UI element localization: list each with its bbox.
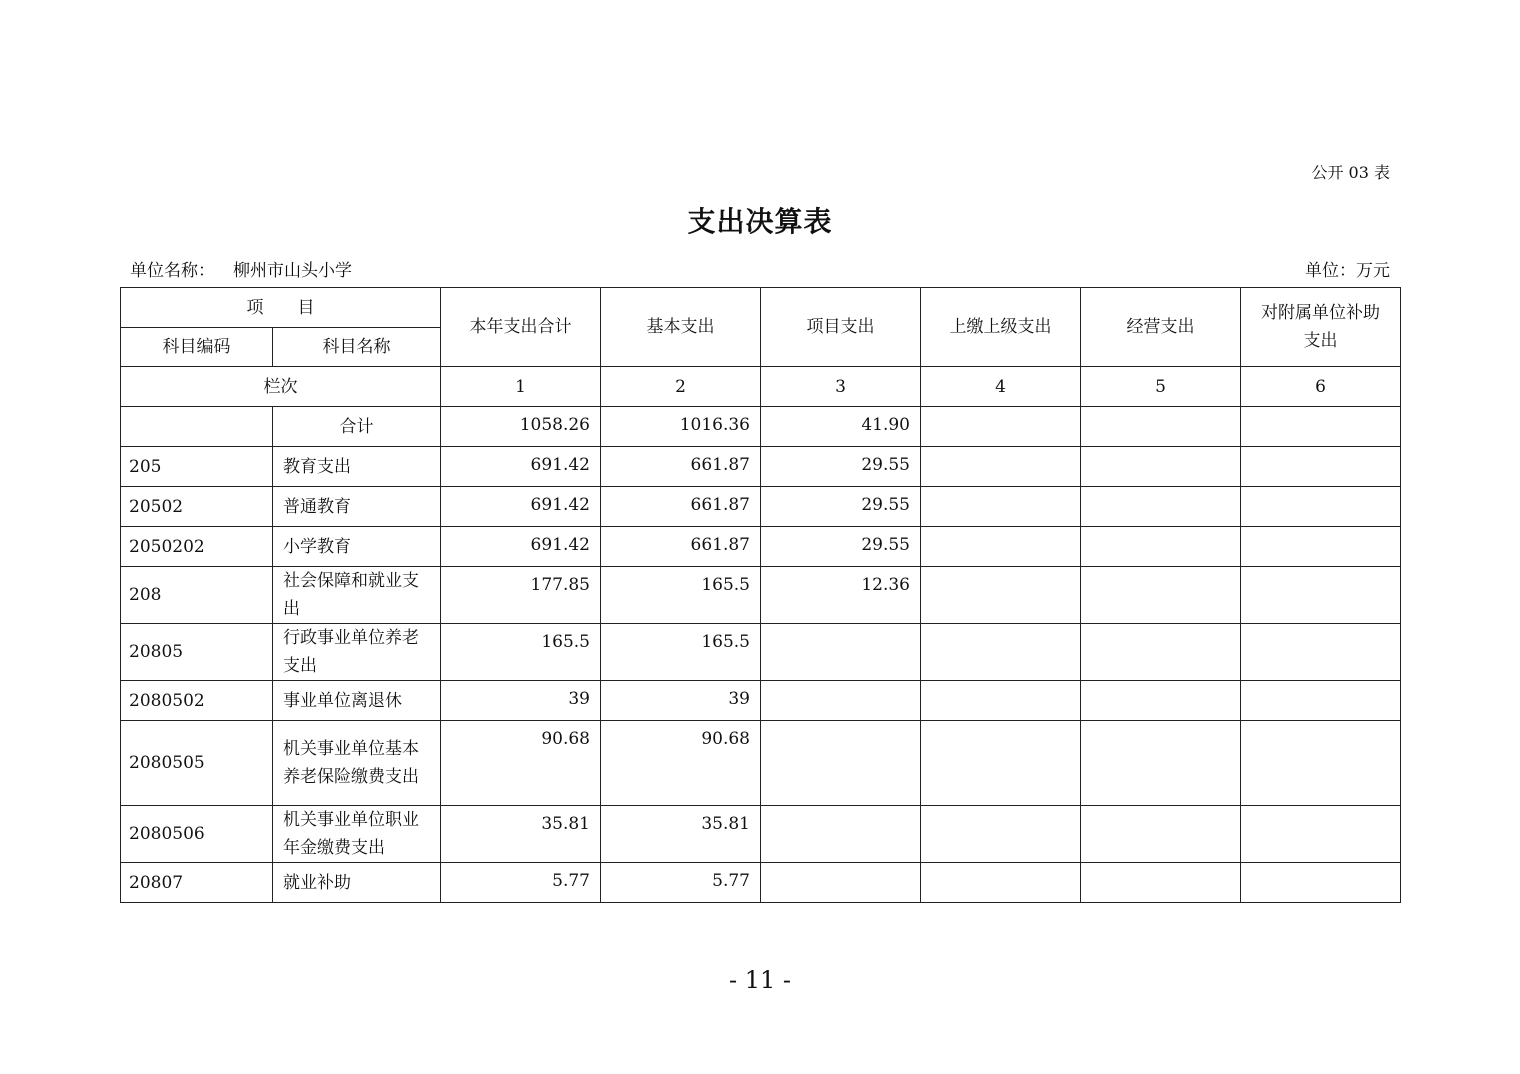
document-title: 支出决算表 (687, 205, 833, 238)
row-name: 普通教育 (273, 487, 441, 527)
table-row (121, 681, 1401, 721)
currency-unit: 单位：万元 (1305, 261, 1390, 281)
column-index-2: 2 (601, 367, 761, 407)
row-value (921, 527, 1081, 567)
row-value: 90.68 (601, 721, 761, 806)
row-name: 机关事业单位职业年金缴费支出 (273, 806, 441, 863)
row-value: 35.81 (601, 806, 761, 863)
row-code: 2050202 (121, 527, 273, 567)
column-header-project: 项目支出 (761, 288, 921, 367)
column-index-6: 6 (1241, 367, 1401, 407)
subject-code-header: 科目编码 (121, 328, 273, 367)
row-code: 2080505 (121, 721, 273, 806)
row-value (761, 721, 921, 806)
row-name: 小学教育 (273, 527, 441, 567)
row-value: 39 (601, 681, 761, 721)
unit-name-line (130, 256, 352, 281)
row-value (1081, 806, 1241, 863)
row-value (761, 863, 921, 903)
row-value: 691.42 (441, 447, 601, 487)
row-value: 661.87 (601, 447, 761, 487)
row-value: 691.42 (441, 527, 601, 567)
row-value (1241, 527, 1401, 567)
row-value: 661.87 (601, 527, 761, 567)
row-value: 39 (441, 681, 601, 721)
column-header-total: 本年支出合计 (441, 288, 601, 367)
row-value (1081, 447, 1241, 487)
row-value (761, 681, 921, 721)
row-value (921, 863, 1081, 903)
row-value: 29.55 (761, 447, 921, 487)
row-name: 社会保障和就业支出 (273, 567, 441, 624)
row-value (1081, 681, 1241, 721)
row-value (1241, 567, 1401, 624)
column-header-operating: 经营支出 (1081, 288, 1241, 367)
row-value (921, 447, 1081, 487)
row-value: 691.42 (441, 487, 601, 527)
row-value: 1016.36 (601, 407, 761, 447)
row-value: 29.55 (761, 487, 921, 527)
row-code: 208 (121, 567, 273, 624)
table-row (121, 447, 1401, 487)
row-name: 行政事业单位养老支出 (273, 624, 441, 681)
row-value (1081, 721, 1241, 806)
table-row (121, 721, 1401, 806)
row-value (921, 567, 1081, 624)
row-code: 20502 (121, 487, 273, 527)
table-code: 公开 03 表 (1311, 163, 1390, 182)
column-header-basic: 基本支出 (601, 288, 761, 367)
row-code (121, 407, 273, 447)
row-value (1241, 624, 1401, 681)
row-value: 29.55 (761, 527, 921, 567)
row-value: 41.90 (761, 407, 921, 447)
row-value (921, 407, 1081, 447)
column-index-3: 3 (761, 367, 921, 407)
row-value (921, 806, 1081, 863)
row-value (1241, 806, 1401, 863)
row-value (1081, 487, 1241, 527)
row-value: 5.77 (441, 863, 601, 903)
column-index-5: 5 (1081, 367, 1241, 407)
row-value (1241, 407, 1401, 447)
expenditure-table (120, 287, 1401, 903)
table-row (121, 863, 1401, 903)
row-name: 就业补助 (273, 863, 441, 903)
row-value: 90.68 (441, 721, 601, 806)
row-value: 165.5 (601, 567, 761, 624)
row-value (1241, 447, 1401, 487)
column-index-4: 4 (921, 367, 1081, 407)
row-code: 20807 (121, 863, 273, 903)
page-number: - 11 - (728, 966, 791, 994)
row-value: 661.87 (601, 487, 761, 527)
row-value (1241, 487, 1401, 527)
row-value (761, 624, 921, 681)
row-value: 5.77 (601, 863, 761, 903)
row-value (1241, 863, 1401, 903)
subject-name-header: 科目名称 (273, 328, 441, 367)
table-row (121, 806, 1401, 863)
column-header-subsidy: 对附属单位补助支出 (1241, 288, 1401, 367)
table-row (121, 624, 1401, 681)
row-value (921, 624, 1081, 681)
column-index-label: 栏次 (121, 367, 441, 407)
row-value (1081, 624, 1241, 681)
row-value: 12.36 (761, 567, 921, 624)
row-value: 165.5 (601, 624, 761, 681)
table-row (121, 487, 1401, 527)
row-value (1241, 721, 1401, 806)
row-value (1241, 681, 1401, 721)
row-value (761, 806, 921, 863)
row-value: 1058.26 (441, 407, 601, 447)
row-value: 35.81 (441, 806, 601, 863)
row-value (1081, 407, 1241, 447)
row-value (1081, 863, 1241, 903)
column-header-remit-upper: 上缴上级支出 (921, 288, 1081, 367)
row-code: 20805 (121, 624, 273, 681)
row-value: 177.85 (441, 567, 601, 624)
row-code: 2080506 (121, 806, 273, 863)
row-name: 事业单位离退休 (273, 681, 441, 721)
row-code: 205 (121, 447, 273, 487)
table-row (121, 407, 1401, 447)
row-value (921, 487, 1081, 527)
table-row (121, 527, 1401, 567)
project-header: 项 目 (121, 288, 441, 328)
row-value (1081, 567, 1241, 624)
column-index-1: 1 (441, 367, 601, 407)
row-name: 机关事业单位基本养老保险缴费支出 (273, 721, 441, 806)
row-name: 教育支出 (273, 447, 441, 487)
unit-name-label: 单位名称： (130, 261, 215, 281)
table-row (121, 567, 1401, 624)
row-name: 合计 (273, 407, 441, 447)
row-code: 2080502 (121, 681, 273, 721)
row-value (921, 681, 1081, 721)
row-value (1081, 527, 1241, 567)
row-value: 165.5 (441, 624, 601, 681)
row-value (921, 721, 1081, 806)
unit-name-value: 柳州市山头小学 (233, 261, 352, 281)
